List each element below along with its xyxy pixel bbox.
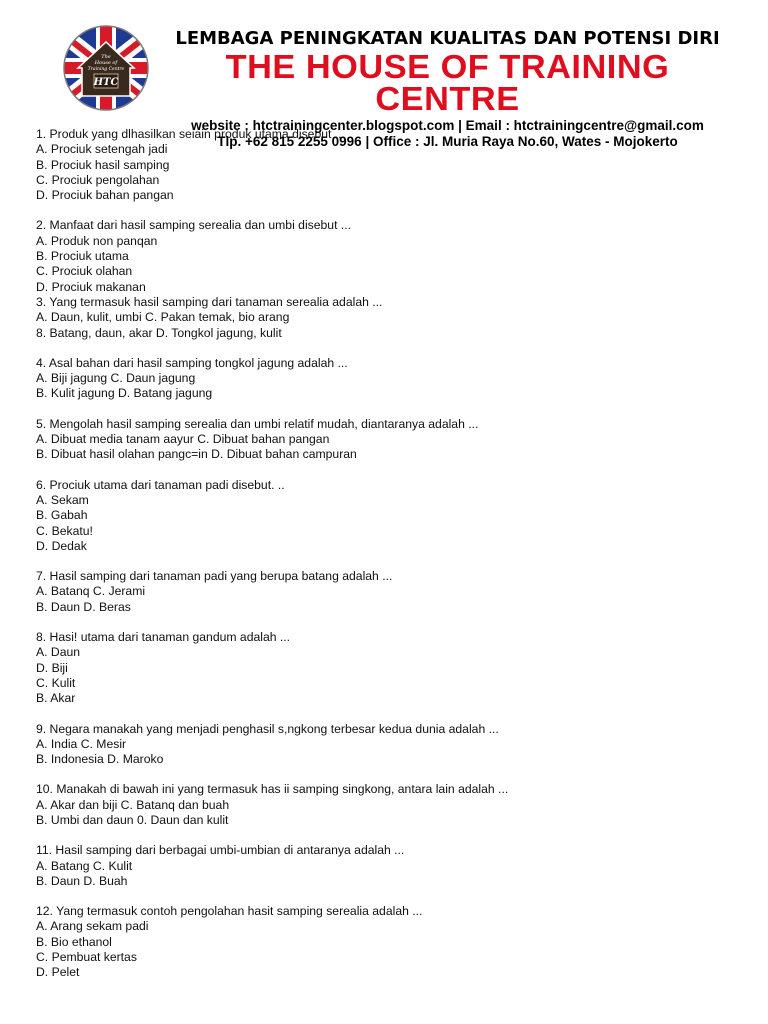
answer-option: A. Dibuat media tanam aayur C. Dibuat bahan pangan (36, 432, 330, 447)
answer-option: A. Arang sekam padi (36, 919, 149, 934)
svg-text:House of: House of (94, 60, 118, 66)
answer-option: B. Gabah (36, 508, 88, 523)
answer-option: B. Prociuk utama (36, 249, 129, 264)
answer-option: A. Daun, kulit, umbi C. Pakan temak, bio arang (36, 310, 290, 325)
answer-option: A. Batanq C. Jerami (36, 584, 146, 599)
question-text: 4. Asal bahan dari hasil samping tongkol jagung adalah ... (36, 355, 348, 370)
question-4 (36, 356, 736, 402)
answer-option: A. India C. Mesir (36, 736, 127, 751)
answer-option: C. Bekatu! (36, 523, 93, 538)
answer-option: D. Dedak (36, 538, 87, 553)
answer-option: B. Dibuat hasil olahan pangc=in D. Dibuat bahan campuran (36, 447, 357, 462)
question-6 (36, 478, 736, 554)
question-10 (36, 782, 736, 828)
question-7 (36, 569, 736, 615)
question-text: 10. Manakah di bawah ini yang termasuk has ii samping singkong, antara lain adalah ... (36, 782, 509, 797)
question-5 (36, 417, 736, 463)
question-text: 12. Yang termasuk contoh pengolahan hasit samping serealia adalah ... (36, 904, 423, 919)
question-text: 2. Manfaat dari hasil samping serealia dan umbi disebut ... (36, 218, 352, 233)
answer-option: A. Produk non panqan (36, 233, 158, 248)
answer-option: A. Batang C. Kulit (36, 858, 133, 873)
svg-text:The: The (101, 54, 111, 60)
question-12 (36, 904, 736, 980)
question-text: 11. Hasil samping dari berbagai umbi-umbian di antaranya adalah ... (36, 843, 405, 858)
contact-website-email: website : htctrainingcenter.blogspot.com | Email : htctrainingcentre@gmail.com (191, 118, 704, 133)
answer-option: D. Pelet (36, 965, 80, 980)
question-list (36, 127, 736, 996)
answer-option: D. Biji (36, 660, 68, 675)
answer-option: B. Umbi dan daun 0. Daun dan kulit (36, 812, 229, 827)
answer-option: D. Prociuk makanan (36, 279, 146, 294)
answer-option: A. Sekam (36, 492, 89, 507)
question-text: 7. Hasil samping dari tanaman padi yang berupa batang adalah ... (36, 569, 393, 584)
institution-name: LEMBAGA PENINGKATAN KUALITAS DAN POTENSI DIRI (175, 28, 720, 49)
answer-option: B. Bio ethanol (36, 934, 112, 949)
question-3 (36, 295, 736, 341)
question-text: 3. Yang termasuk hasil samping dari tanaman serealia adalah ... (36, 294, 383, 309)
answer-option: C. Kulit (36, 675, 76, 690)
answer-option: B. Prociuk hasil samping (36, 157, 170, 172)
question-8 (36, 630, 736, 706)
answer-option: A. Daun (36, 645, 81, 660)
answer-option: B. Daun D. Buah (36, 873, 128, 888)
question-1 (36, 127, 736, 203)
question-text: 9. Negara manakah yang menjadi penghasil s,ngkong terbesar kedua dunia adalah ... (36, 721, 499, 736)
question-text: 6. Prociuk utama dari tanaman padi disebut. .. (36, 477, 285, 492)
answer-option: B. Akar (36, 691, 76, 706)
answer-option: D. Prociuk bahan pangan (36, 188, 174, 203)
answer-option: B. Kulit jagung D. Batang jagung (36, 386, 213, 401)
question-9 (36, 722, 736, 768)
page-title: THE HOUSE OF TRAINING CENTRE (225, 48, 670, 117)
answer-option: A. Prociuk setengah jadi (36, 142, 168, 157)
answer-option: C. Prociuk pengolahan (36, 172, 160, 187)
answer-option: C. Pembuat kertas (36, 950, 137, 965)
contact-phone-office: Tlp. +62 815 2255 0996 | Office : Jl. Muria Raya No.60, Wates - Mojokerto (217, 134, 678, 149)
question-text: 5. Mengolah hasil samping serealia dan umbi relatif mudah, diantaranya adalah ... (36, 416, 479, 431)
answer-option: B. Daun D. Beras (36, 599, 131, 614)
question-text: 1. Produk yang dlhasilkan seiain produk utama disebut ... (36, 127, 345, 141)
question-11 (36, 843, 736, 889)
question-text: 8. Hasi! utama dari tanaman gandum adalah ... (36, 630, 291, 645)
answer-option: A. Biji jagung C. Daun jagung (36, 371, 196, 386)
htc-logo-icon (50, 24, 162, 112)
question-2 (36, 218, 736, 294)
svg-text:HTC: HTC (93, 77, 119, 88)
answer-option: C. Prociuk olahan (36, 264, 133, 279)
answer-option: 8. Batang, daun, akar D. Tongkol jagung, kulit (36, 325, 282, 340)
answer-option: B. Indonesia D. Maroko (36, 752, 164, 767)
svg-text:Training Centre: Training Centre (87, 67, 125, 72)
answer-option: A. Akar dan biji C. Batanq dan buah (36, 797, 230, 812)
